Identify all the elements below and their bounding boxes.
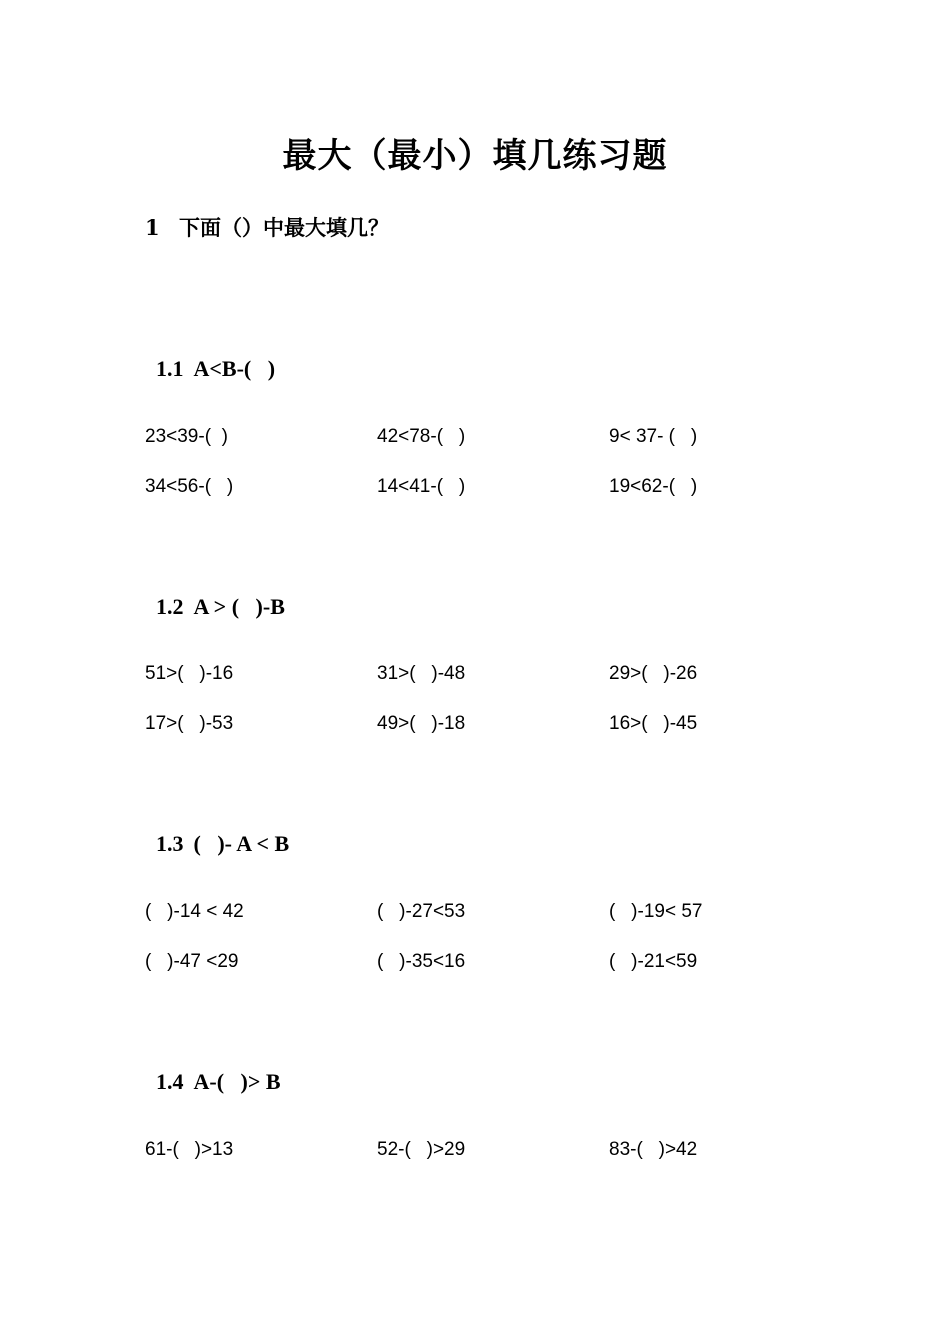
section-pattern: ( )- A < B [193, 831, 290, 856]
exercise-item: 19<62-( ) [609, 476, 698, 497]
exercise-item: 34<56-( ) [145, 476, 234, 497]
exercise-item: 31>( )-48 [377, 663, 466, 684]
exercise-row [145, 476, 845, 502]
exercise-row [145, 901, 845, 927]
exercise-item: 9< 37- ( ) [609, 426, 698, 447]
section-heading-1-2 [145, 568, 285, 620]
section-pattern: A<B-( ) [193, 356, 276, 381]
section-pattern: A-( )> B [193, 1069, 281, 1094]
exercise-item: 17>( )-53 [145, 713, 234, 734]
exercise-item: ( )-19< 57 [609, 901, 703, 922]
section-pattern: A > ( )-B [193, 594, 285, 619]
exercise-item: 52-( )>29 [377, 1139, 466, 1160]
exercise-item: 23<39-( ) [145, 426, 228, 447]
exercise-item: ( )-47 <29 [145, 951, 239, 972]
exercise-item: 49>( )-18 [377, 713, 466, 734]
question-heading [145, 212, 389, 242]
exercise-item: ( )-35<16 [377, 951, 466, 972]
section-heading-1-1 [145, 330, 275, 382]
exercise-row [145, 951, 845, 977]
exercise-item: 51>( )-16 [145, 663, 234, 684]
question-text: 下面（）中最大填几？ [179, 215, 389, 240]
section-number: 1.3 [156, 831, 184, 856]
exercise-item: 16>( )-45 [609, 713, 698, 734]
exercise-item: 14<41-( ) [377, 476, 466, 497]
exercise-item: ( )-27<53 [377, 901, 466, 922]
exercise-item: 61-( )>13 [145, 1139, 234, 1160]
exercise-item: 83-( )>42 [609, 1139, 698, 1160]
section-number: 1.4 [156, 1069, 184, 1094]
section-heading-1-3 [145, 805, 289, 857]
exercise-item: ( )-14 < 42 [145, 901, 244, 922]
exercise-row [145, 713, 845, 739]
section-heading-1-4 [145, 1043, 281, 1095]
section-number: 1.1 [156, 356, 184, 381]
page-title: 最大（最小）填几练习题 [282, 136, 668, 176]
exercise-item: 42<78-( ) [377, 426, 466, 447]
exercise-row [145, 426, 845, 452]
exercise-item: 29>( )-26 [609, 663, 698, 684]
exercise-item: ( )-21<59 [609, 951, 698, 972]
section-number: 1.2 [156, 594, 184, 619]
exercise-row [145, 663, 845, 689]
question-number: 1 [145, 215, 160, 240]
exercise-row [145, 1139, 845, 1165]
